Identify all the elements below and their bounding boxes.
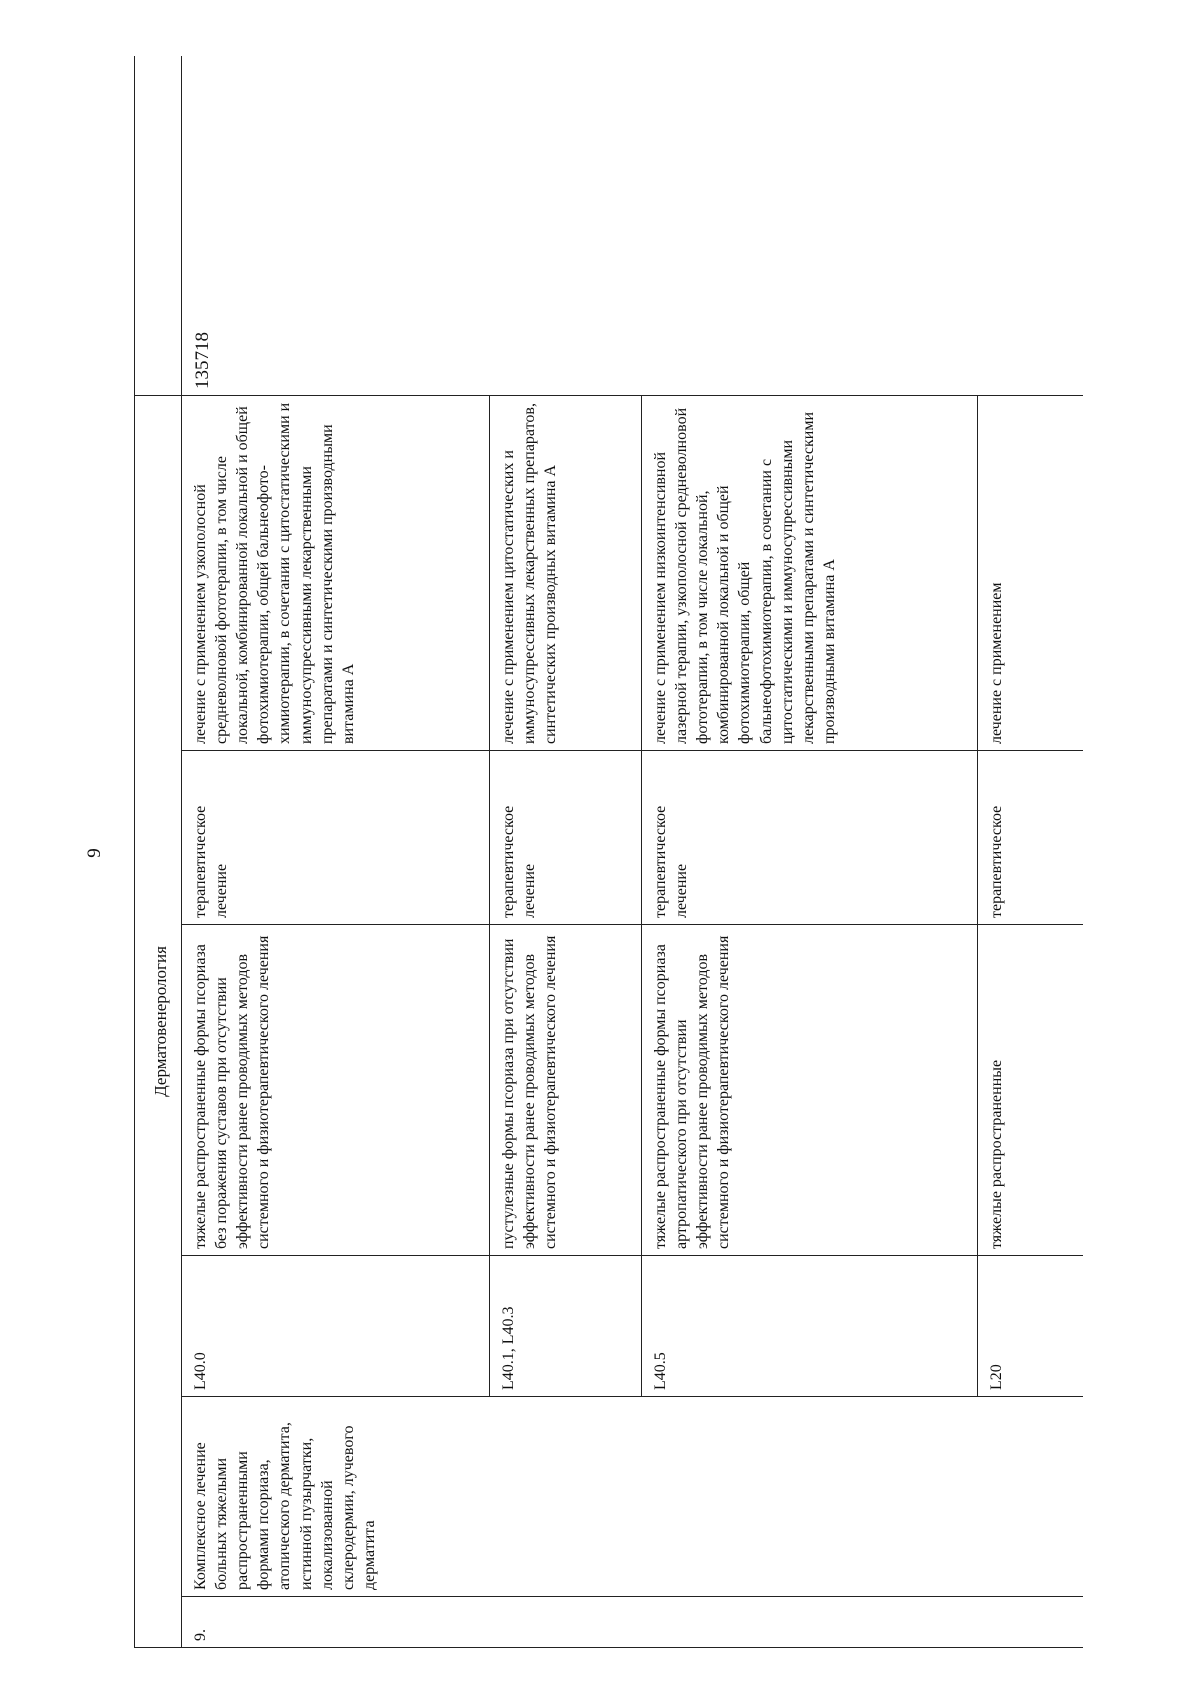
icd-code: L40.0 xyxy=(182,1256,490,1397)
treatment-type: терапевтическое лечение xyxy=(490,751,642,925)
icd-code: L20 xyxy=(978,1256,1084,1397)
treatment-type: терапевтическое лечение xyxy=(182,751,490,925)
icd-code: L40.5 xyxy=(642,1256,978,1397)
treatment-table xyxy=(134,56,1083,1648)
treatment-method: лечение с применением низкоинтенсивной лазерной терапии, узкополосной средневолновой фототерапии, в том числе локальной, комбинированной локальной и общей фотохимиотерапии, общей бальнеофотохимиотерапии, в сочетании с цитостатическими и иммуносупрессивными лекарственными препаратами и синтетическими производными витамина А xyxy=(642,395,978,750)
table-canvas xyxy=(134,56,1083,1648)
table-row xyxy=(182,56,490,1648)
treatment-type: терапевтическое xyxy=(978,751,1084,925)
section-title: Дерматовенерология xyxy=(135,395,182,1647)
treatment-type: терапевтическое лечение xyxy=(642,751,978,925)
treatment-method: лечение с применением xyxy=(978,395,1084,750)
page-number: 9 xyxy=(84,848,105,858)
condition-text: тяжелые распространенные формы псориаза артропатического при отсутствии эффективности ранее проводимых методов системного и физиотерапевтического лечения xyxy=(642,925,978,1256)
condition-text: тяжелые распространенные формы псориаза без поражения суставов при отсутствии эффективности ранее проводимых методов системного и физиотерапевтического лечения xyxy=(182,925,490,1256)
procedure-name: Комплексное лечение больных тяжелыми распространенными формами псориаза, атопического дерматита, истинной пузырчатки, локализованной склеродермии, лучевого дерматита xyxy=(182,1397,1084,1597)
icd-code: L40.1, L40.3 xyxy=(490,1256,642,1397)
row-number: 9. xyxy=(182,1597,1084,1648)
empty-header-cell xyxy=(135,56,182,395)
condition-text: пустулезные формы псориаза при отсутствии эффективности ранее проводимых методов системного и физиотерапевтического лечения xyxy=(490,925,642,1256)
document-id: 135718 xyxy=(182,56,1084,395)
rotated-table-frame xyxy=(134,56,1083,1648)
section-header-row xyxy=(135,56,182,1648)
treatment-method: лечение с применением цитостатических и иммуносупрессивных лекарственных препаратов, синтетических производных витамина А xyxy=(490,395,642,750)
condition-text: тяжелые распространенные xyxy=(978,925,1084,1256)
treatment-method: лечение с применением узкополосной средневолновой фототерапии, в том числе локальной, комбинированной локальной и общей фотохимиотерапии, общей бальнеофото-химиотерапии, в сочетании с цитостатическими и иммуносупрессивными лекарственными препаратами и синтетическими производными витамина А xyxy=(182,395,490,750)
